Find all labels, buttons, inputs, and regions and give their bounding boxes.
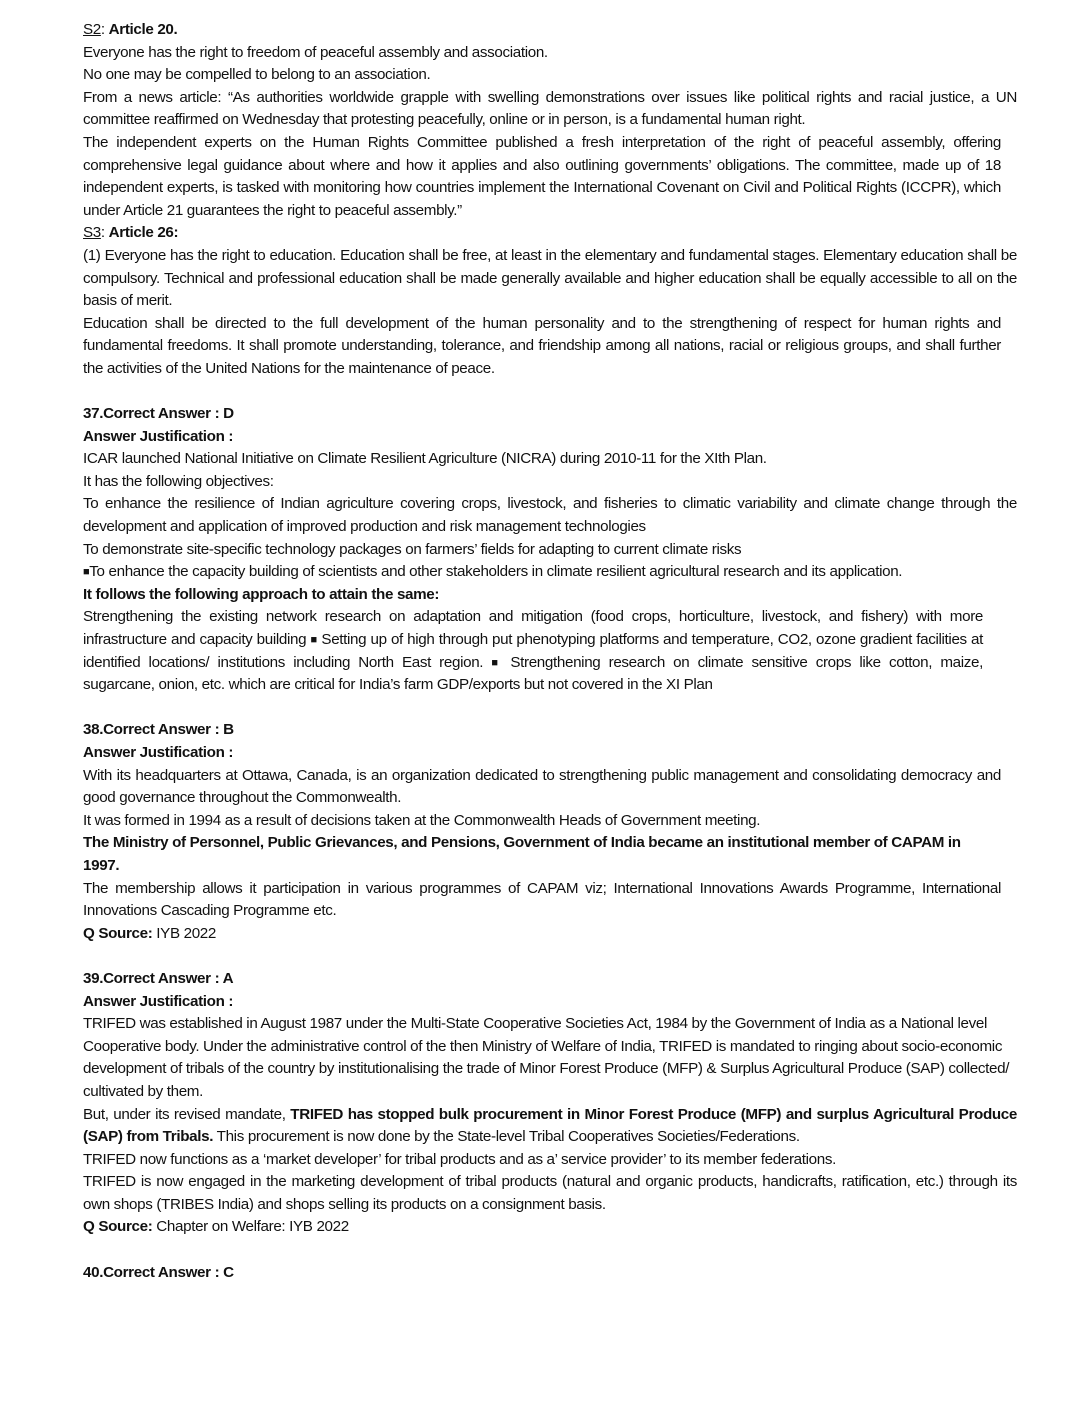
q37-approach-heading: It follows the following approach to attain the same: xyxy=(83,585,440,603)
s2-line-1: Everyone has the right to freedom of peaceful assembly and association. xyxy=(83,43,548,61)
answer-37 xyxy=(83,403,1017,697)
q40-heading: 40.Correct Answer : C xyxy=(83,1263,234,1281)
spacer xyxy=(83,945,1017,968)
s2-news-quote: From a news article: “As authorities worldwide grapple with swelling demonstrations over issues like political rights and racial justice, a UN committee reaffirmed on Wednesday that protesting peacefully, online or in person, is a fundamental human right. xyxy=(83,88,1017,129)
q37-approach-part-2: Setting up of high through put phenotyping platforms and temperature, CO2, ozone gradient facilities at identified locations/ institutions including North East region. xyxy=(83,631,983,671)
s2-label: S2 xyxy=(83,21,101,38)
answer-40 xyxy=(83,1262,1017,1285)
q39-justification-label: Answer Justification : xyxy=(83,992,234,1010)
q38-line-1: With its headquarters at Ottawa, Canada, is an organization dedicated to strengthening public management and consolidating democracy and good governance throughout the Commonwealth. xyxy=(83,766,1001,807)
s2-title: Article 20. xyxy=(108,21,178,38)
q39-line-2: TRIFED is now engaged in the marketing development of tribal products (natural and organic products, handicrafts, ratification, etc.) through its own shops (TRIBES India) and shops selling its products on a consignment basis. xyxy=(83,1173,1017,1213)
s2-sep: : xyxy=(100,21,109,38)
q39-source xyxy=(83,1216,1017,1239)
s2-heading xyxy=(83,19,1017,42)
document-page xyxy=(83,19,1017,1284)
q37-approach-part-1: Strengthening the existing network research on adaptation and mitigation (food crops, horticulture, livestock, and fishery) with more infrastructure and capacity building xyxy=(83,608,983,649)
q38-membership: The membership allows it participation in various programmes of CAPAM viz; International Innovations Awards Programme, International Innovations Cascading Programme etc. xyxy=(83,879,1001,920)
q38-line-2: It was formed in 1994 as a result of decisions taken at the Commonwealth Heads of Government meeting. xyxy=(83,811,761,829)
section-s2 xyxy=(83,19,1017,222)
spacer xyxy=(83,697,1017,720)
q37-justification-label: Answer Justification : xyxy=(83,427,234,445)
q37-approach-part-3: Strengthening research on climate sensitive crops like cotton, maize, sugarcane, onion, etc. which are critical for India’s farm GDP/exports but not covered in the XI Plan xyxy=(83,653,984,694)
q38-justification-label: Answer Justification : xyxy=(83,744,234,761)
answer-39 xyxy=(83,968,1017,1239)
q38-source-value: IYB 2022 xyxy=(152,924,216,942)
q37-heading: 37.Correct Answer : D xyxy=(83,405,234,423)
q37-objective-3 xyxy=(83,561,1001,584)
q39-heading: 39.Correct Answer : A xyxy=(83,969,234,987)
spacer xyxy=(83,1239,1017,1262)
q38-source-label: Q Source: xyxy=(83,924,153,942)
q39-revised-suffix: This procurement is now done by the State-level Tribal Cooperatives Societies/Federations. xyxy=(213,1128,800,1146)
s3-label: S3 xyxy=(83,224,101,242)
q37-line-1: ICAR launched National Initiative on Climate Resilient Agriculture (NICRA) during 2010-11 for the XIth Plan. xyxy=(83,450,767,468)
bullet-icon: ■ xyxy=(310,634,318,647)
q39-revised-bold: TRIFED has stopped bulk procurement in Minor Forest Produce (MFP) and surplus Agricultural Produce (SAP) from Tribals. xyxy=(83,1105,1017,1146)
q39-revised-prefix: But, under its revised mandate, xyxy=(83,1105,291,1123)
q38-source xyxy=(83,923,1017,946)
q39-source-label: Q Source: xyxy=(83,1218,153,1236)
q37-objective-2: To demonstrate site-specific technology packages on farmers’ fields for adapting to current climate risks xyxy=(83,540,742,558)
s3-sep: : xyxy=(100,224,109,242)
q37-capacity-text: To enhance the capacity building of scientists and other stakeholders in climate resilient agricultural research and its application. xyxy=(89,563,903,581)
section-s3 xyxy=(83,222,1017,380)
q38-heading: 38.Correct Answer : B xyxy=(83,721,234,739)
s2-committee-paragraph: The independent experts on the Human Rights Committee published a fresh interpretation of the right of peaceful assembly, offering comprehensive legal guidance about where and how it applies and also outlining governments’ obligations. The committee, made up of 18 independent experts, is tasked with monitoring how countries implement the International Covenant on Civil and Political Rights (ICCPR), which under Article 21 guarantees the right to peaceful assembly.” xyxy=(83,133,1001,219)
s3-title: Article 26: xyxy=(108,224,179,242)
spacer xyxy=(83,381,1017,404)
answer-38 xyxy=(83,719,1017,945)
q39-revised-mandate xyxy=(83,1104,1017,1149)
q39-source-value: Chapter on Welfare: IYB 2022 xyxy=(152,1218,349,1236)
q39-line-1: TRIFED now functions as a ‘market developer’ for tribal products and as a’ service provider’ to its member federations. xyxy=(83,1150,836,1168)
q38-bold-statement: The Ministry of Personnel, Public Grievances, and Pensions, Government of India became an institutional member of CAPAM in 1997. xyxy=(83,834,961,874)
bullet-icon: ■ xyxy=(83,566,90,579)
q37-line-2: It has the following objectives: xyxy=(83,472,274,490)
bullet-icon: ■ xyxy=(491,656,503,669)
s2-line-2: No one may be compelled to belong to an association. xyxy=(83,66,431,84)
s3-education-paragraph: (1) Everyone has the right to education. Education shall be free, at least in the elementary and fundamental stages. Elementary education shall be compulsory. Technical and professional education shall be made generally available and higher education shall be equally accessible to all on the basis of merit. xyxy=(83,246,1017,310)
s3-education-purpose: Education shall be directed to the full development of the human personality and to the strengthening of respect for human rights and fundamental freedoms. It shall promote understanding, tolerance, and friendship among all nations, racial or religious groups, and shall further the activities of the United Nations for the maintenance of peace. xyxy=(83,314,1001,377)
q37-approach-paragraph xyxy=(83,606,983,696)
q37-objective-1: To enhance the resilience of Indian agriculture covering crops, livestock, and fisheries to climatic variability and climate change through the development and application of improved production and risk management technologies xyxy=(83,495,1017,536)
s3-heading xyxy=(83,222,1017,245)
q39-intro: TRIFED was established in August 1987 under the Multi-State Cooperative Societies Act, 1984 by the Government of India as a National level Cooperative body. Under the administrative control of the then Ministry of Welfare of India, TRIFED is mandated to ringing about socio-economic development of tribals of the country by institutionalising the trade of Minor Forest Produce (MFP) & Surplus Agricultural Produce (SAP) collected/ cultivated by them. xyxy=(83,1015,1010,1100)
